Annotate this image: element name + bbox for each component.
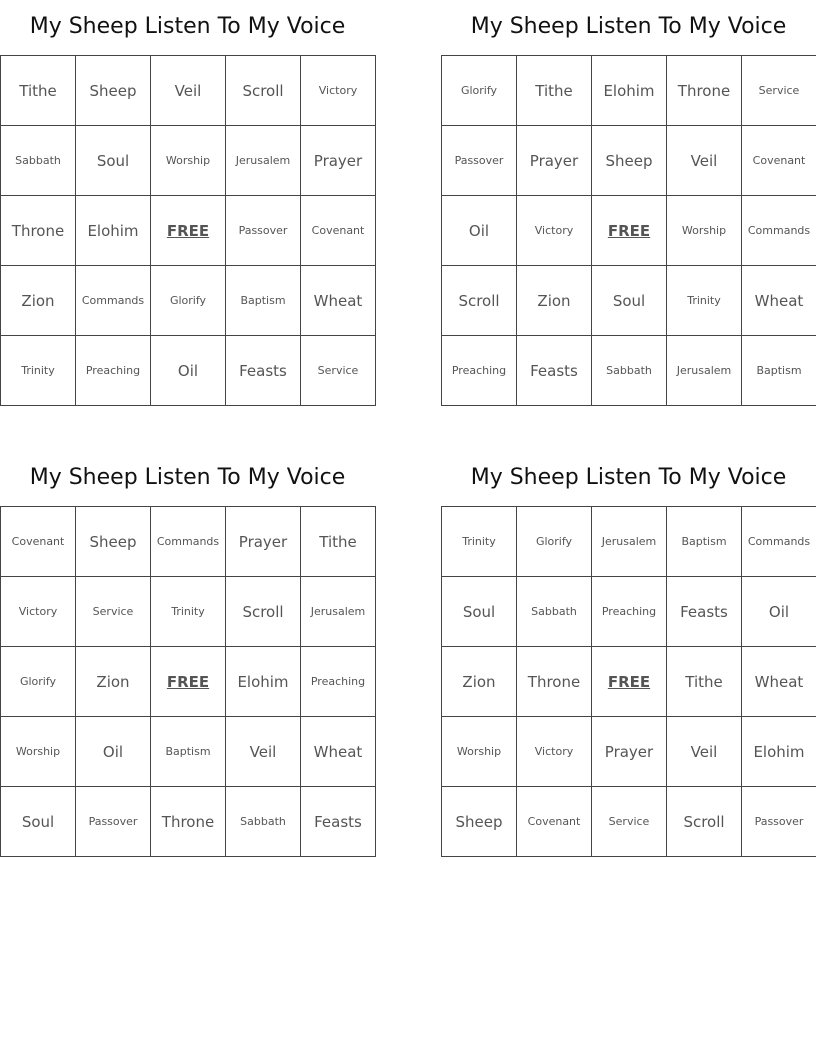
bingo-cell: Prayer <box>517 126 592 196</box>
bingo-cell: Sheep <box>442 787 517 857</box>
grid-row <box>442 196 816 266</box>
bingo-cell: Covenant <box>1 507 76 577</box>
bingo-cell: Soul <box>76 126 151 196</box>
grid-row <box>1 56 376 126</box>
bingo-cell: Baptism <box>151 717 226 787</box>
grid-row <box>1 266 376 336</box>
grid-row <box>442 507 816 577</box>
bingo-cell: Service <box>742 56 816 126</box>
bingo-cell: Commands <box>76 266 151 336</box>
bingo-cell: Glorify <box>1 647 76 717</box>
bingo-cell: Elohim <box>592 56 667 126</box>
free-space-cell: FREE <box>592 647 667 717</box>
grid-row <box>442 126 816 196</box>
bingo-cell: Wheat <box>742 647 816 717</box>
bingo-cell: Jerusalem <box>592 507 667 577</box>
bingo-cell: Oil <box>151 336 226 406</box>
bingo-cell: Oil <box>442 196 517 266</box>
bingo-cell: Glorify <box>151 266 226 336</box>
bingo-cell: Trinity <box>1 336 76 406</box>
bingo-cell: Elohim <box>742 717 816 787</box>
bingo-cell: Sabbath <box>517 577 592 647</box>
bingo-cell: Worship <box>1 717 76 787</box>
bingo-cell: Tithe <box>1 56 76 126</box>
bingo-cell: Passover <box>226 196 301 266</box>
bingo-cell: Service <box>76 577 151 647</box>
bingo-cell: Service <box>301 336 376 406</box>
bingo-cell: Scroll <box>226 577 301 647</box>
bingo-cell: Sheep <box>76 507 151 577</box>
bingo-cell: Wheat <box>301 717 376 787</box>
grid-row <box>442 266 816 336</box>
bingo-cell: Feasts <box>667 577 742 647</box>
bingo-cell: Passover <box>442 126 517 196</box>
bingo-cell: Baptism <box>667 507 742 577</box>
bingo-cell: Victory <box>1 577 76 647</box>
bingo-cell: Passover <box>742 787 816 857</box>
bingo-cell: Scroll <box>667 787 742 857</box>
bingo-cell: Zion <box>517 266 592 336</box>
grid-row <box>1 577 376 647</box>
bingo-cell: Feasts <box>301 787 376 857</box>
bingo-cell: Commands <box>151 507 226 577</box>
bingo-cell: Worship <box>442 717 517 787</box>
grid-row <box>1 336 376 406</box>
bingo-cell: Tithe <box>301 507 376 577</box>
bingo-cell: Sabbath <box>226 787 301 857</box>
bingo-cell: Commands <box>742 507 816 577</box>
bingo-cell: Glorify <box>442 56 517 126</box>
grid-row <box>442 717 816 787</box>
bingo-cell: Tithe <box>517 56 592 126</box>
bingo-cell: Tithe <box>667 647 742 717</box>
bingo-cell: Trinity <box>667 266 742 336</box>
bingo-cell: Covenant <box>517 787 592 857</box>
bingo-cell: Victory <box>517 717 592 787</box>
grid-row <box>442 577 816 647</box>
bingo-cell: Jerusalem <box>226 126 301 196</box>
bingo-cell: Glorify <box>517 507 592 577</box>
bingo-cell: Baptism <box>226 266 301 336</box>
bingo-cell: Throne <box>151 787 226 857</box>
grid-row <box>1 126 376 196</box>
bingo-cell: Zion <box>442 647 517 717</box>
bingo-grid <box>0 506 376 857</box>
card-title: My Sheep Listen To My Voice <box>470 14 787 39</box>
bingo-cell: Service <box>592 787 667 857</box>
bingo-cell: Jerusalem <box>667 336 742 406</box>
bingo-cell: Elohim <box>76 196 151 266</box>
grid-row <box>1 647 376 717</box>
bingo-cell: Feasts <box>226 336 301 406</box>
bingo-cell: Veil <box>226 717 301 787</box>
grid-row <box>442 56 816 126</box>
bingo-grid <box>0 55 376 406</box>
bingo-cell: Worship <box>667 196 742 266</box>
bingo-cell: Zion <box>76 647 151 717</box>
bingo-cell: Commands <box>742 196 816 266</box>
bingo-cell: Throne <box>667 56 742 126</box>
bingo-cell: Throne <box>1 196 76 266</box>
bingo-cell: Scroll <box>226 56 301 126</box>
bingo-cell: Scroll <box>442 266 517 336</box>
bingo-cell: Wheat <box>742 266 816 336</box>
bingo-cell: Sheep <box>76 56 151 126</box>
bingo-grid <box>441 506 816 857</box>
bingo-cell: Covenant <box>301 196 376 266</box>
bingo-cell: Passover <box>76 787 151 857</box>
grid-row <box>1 507 376 577</box>
bingo-cell: Zion <box>1 266 76 336</box>
free-space-cell: FREE <box>151 196 226 266</box>
bingo-cell: Worship <box>151 126 226 196</box>
grid-row <box>1 717 376 787</box>
bingo-cell: Prayer <box>226 507 301 577</box>
bingo-cell: Preaching <box>301 647 376 717</box>
bingo-cell: Soul <box>592 266 667 336</box>
bingo-cell: Preaching <box>76 336 151 406</box>
bingo-cell: Victory <box>301 56 376 126</box>
free-space-cell: FREE <box>151 647 226 717</box>
bingo-cell: Jerusalem <box>301 577 376 647</box>
bingo-cell: Sheep <box>592 126 667 196</box>
bingo-cell: Feasts <box>517 336 592 406</box>
free-space-cell: FREE <box>592 196 667 266</box>
grid-row <box>442 336 816 406</box>
bingo-cell: Veil <box>151 56 226 126</box>
grid-row <box>442 647 816 717</box>
bingo-grid <box>441 55 816 406</box>
bingo-cell: Veil <box>667 717 742 787</box>
bingo-cell: Trinity <box>442 507 517 577</box>
bingo-cell: Victory <box>517 196 592 266</box>
bingo-cell: Covenant <box>742 126 816 196</box>
grid-row <box>1 196 376 266</box>
bingo-cell: Sabbath <box>1 126 76 196</box>
bingo-cell: Trinity <box>151 577 226 647</box>
bingo-cell: Prayer <box>301 126 376 196</box>
card-title: My Sheep Listen To My Voice <box>470 465 787 490</box>
bingo-cell: Oil <box>742 577 816 647</box>
bingo-cell: Preaching <box>592 577 667 647</box>
bingo-cell: Sabbath <box>592 336 667 406</box>
bingo-cell: Oil <box>76 717 151 787</box>
bingo-cell: Throne <box>517 647 592 717</box>
bingo-cell: Elohim <box>226 647 301 717</box>
bingo-cell: Wheat <box>301 266 376 336</box>
card-title: My Sheep Listen To My Voice <box>29 465 346 490</box>
bingo-cell: Prayer <box>592 717 667 787</box>
bingo-cell: Preaching <box>442 336 517 406</box>
bingo-cell: Soul <box>442 577 517 647</box>
card-title: My Sheep Listen To My Voice <box>29 14 346 39</box>
bingo-cell: Baptism <box>742 336 816 406</box>
grid-row <box>442 787 816 857</box>
grid-row <box>1 787 376 857</box>
bingo-cell: Soul <box>1 787 76 857</box>
bingo-cell: Veil <box>667 126 742 196</box>
